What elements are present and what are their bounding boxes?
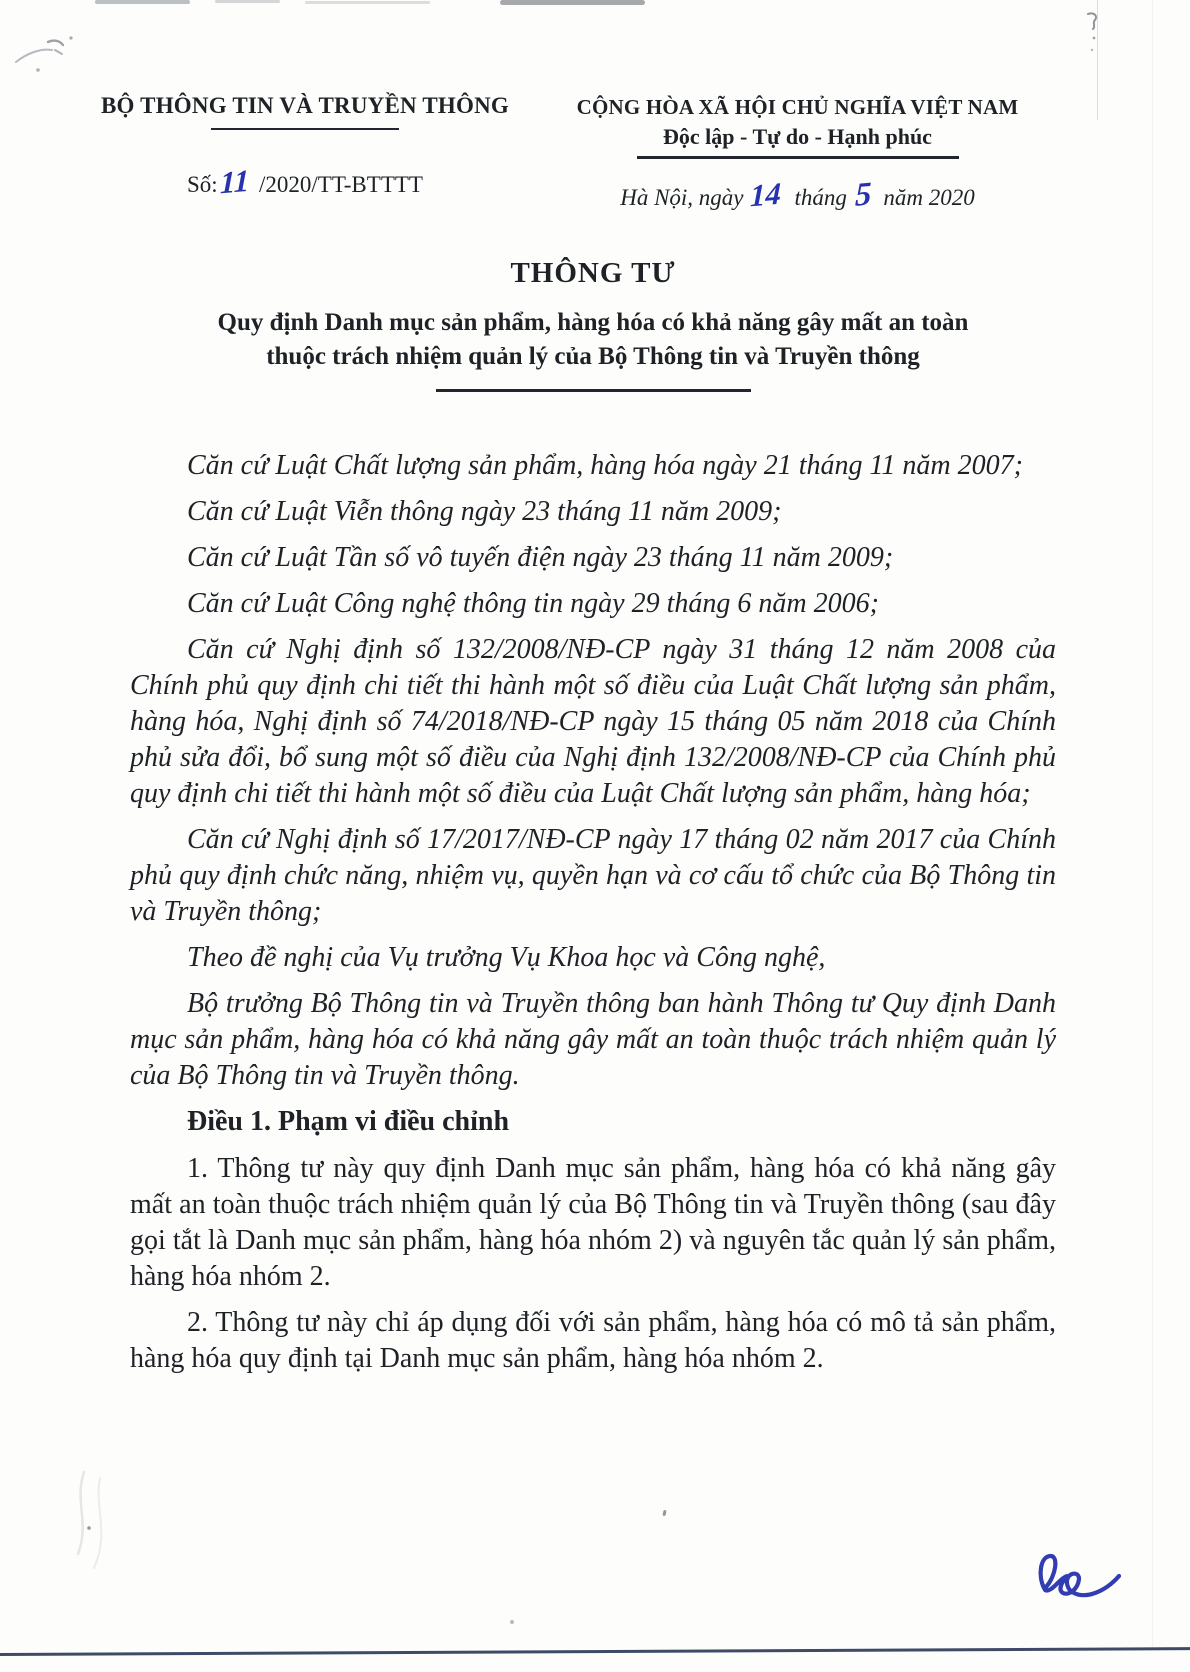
- national-motto: Độc lập - Tự do - Hạnh phúc: [663, 124, 932, 149]
- circular-subtitle-line2: thuộc trách nhiệm quản lý của Bộ Thông tin và Truyền thông: [266, 343, 920, 370]
- ministry-underline: [211, 128, 399, 130]
- header-right: [545, 94, 1050, 213]
- preamble-paragraph: Theo đề nghị của Vụ trưởng Vụ Khoa học và Công nghệ,: [187, 942, 826, 973]
- subtitle-underline: [436, 389, 751, 392]
- doc-number-rest: /2020/TT-BTTTT: [259, 172, 423, 197]
- scan-smudge: [215, 0, 280, 3]
- scan-streak-artifact: [1097, 0, 1098, 120]
- preamble-paragraph: Căn cứ Luật Chất lượng sản phẩm, hàng hóa ngày 21 tháng 11 năm 2007;: [187, 450, 1023, 481]
- article-1-heading: Điều 1. Phạm vi điều chỉnh: [187, 1106, 510, 1137]
- motto-underline: [637, 156, 959, 159]
- scan-speck-artifact: [662, 1510, 666, 1516]
- preamble-paragraph: Căn cứ Luật Viễn thông ngày 23 tháng 11 năm 2009;: [187, 496, 782, 527]
- body-block: [130, 448, 1056, 1387]
- scan-speck-artifact: [510, 1620, 514, 1624]
- clause-paragraph: 1. Thông tư này quy định Danh mục sản phẩm, hàng hóa có khả năng gây mất an toàn thuộc trách nhiệm quản lý của Bộ Thông tin và Truyền thông (sau đây gọi tắt là Danh mục sản phẩm, hàng hóa nhóm 2) và nguyên tắc quản lý sản phẩm, hàng hóa nhóm 2.: [130, 1153, 1056, 1292]
- preamble-paragraph: Căn cứ Luật Tần số vô tuyến điện ngày 23 tháng 11 năm 2009;: [187, 542, 894, 573]
- preamble-paragraph: Căn cứ Nghị định số 132/2008/NĐ-CP ngày 31 tháng 12 năm 2008 của Chính phủ quy định chi tiết thi hành một số điều của Luật Chất lượng sản phẩm, hàng hóa, Nghị định số 74/2018/NĐ-CP ngày 15 tháng 05 năm 2018 của Chính phủ sửa đổi, bổ sung một số điều của Nghị định 132/2008/NĐ-CP của Chính phủ quy định chi tiết thi hành một số điều của Luật Chất lượng sản phẩm, hàng hóa;: [130, 634, 1056, 809]
- scan-smudge: [95, 0, 190, 4]
- date-prefix: Hà Nội, ngày: [620, 184, 744, 210]
- doc-number-line: [68, 162, 542, 201]
- title-block: [130, 256, 1056, 392]
- handwritten-month: 5: [854, 175, 872, 214]
- circular-subtitle: [130, 306, 1056, 374]
- header-left: [68, 92, 542, 200]
- date-suffix: năm 2020: [883, 184, 975, 210]
- scan-smudge: [500, 0, 645, 5]
- national-title: CỘNG HÒA XÃ HỘI CHỦ NGHĨA VIỆT NAM: [576, 95, 1019, 119]
- scan-mark-top-right-artifact: [1080, 6, 1106, 56]
- ministry-name: BỘ THÔNG TIN VÀ TRUYỀN THÔNG: [101, 93, 509, 118]
- handwritten-day: 14: [749, 175, 781, 213]
- handwritten-initials-signature: [1026, 1546, 1126, 1602]
- bottom-scan-line: [0, 1647, 1190, 1656]
- pencil-mark-artifact: [8, 20, 108, 80]
- scan-streak-artifact: [1152, 0, 1153, 1650]
- preamble-paragraph: Căn cứ Luật Công nghệ thông tin ngày 29 tháng 6 năm 2006;: [187, 588, 879, 619]
- circular-subtitle-line1: Quy định Danh mục sản phẩm, hàng hóa có khả năng gây mất an toàn: [217, 309, 969, 336]
- circular-title: THÔNG TƯ: [510, 257, 676, 289]
- preamble-paragraph: Căn cứ Nghị định số 17/2017/NĐ-CP ngày 17 tháng 02 năm 2017 của Chính phủ quy định chức năng, nhiệm vụ, quyền hạn và cơ cấu tổ chức của Bộ Thông tin và Truyền thông;: [130, 824, 1056, 927]
- doc-number-label: Số:: [187, 172, 218, 197]
- clause-paragraph: 2. Thông tư này chỉ áp dụng đối với sản phẩm, hàng hóa có mô tả sản phẩm, hàng hóa quy định tại Danh mục sản phẩm, hàng hóa nhóm 2.: [130, 1307, 1056, 1374]
- scan-smudge: [305, 1, 430, 4]
- place-date-line: [545, 175, 1050, 214]
- date-middle: tháng: [794, 184, 847, 210]
- faint-scribble-artifact: [52, 1462, 132, 1582]
- preamble-paragraph: Bộ trưởng Bộ Thông tin và Truyền thông ban hành Thông tư Quy định Danh mục sản phẩm, hàng hóa có khả năng gây mất an toàn thuộc trách nhiệm quản lý của Bộ Thông tin và Truyền thông.: [130, 988, 1056, 1091]
- handwritten-doc-number: 11: [219, 162, 250, 201]
